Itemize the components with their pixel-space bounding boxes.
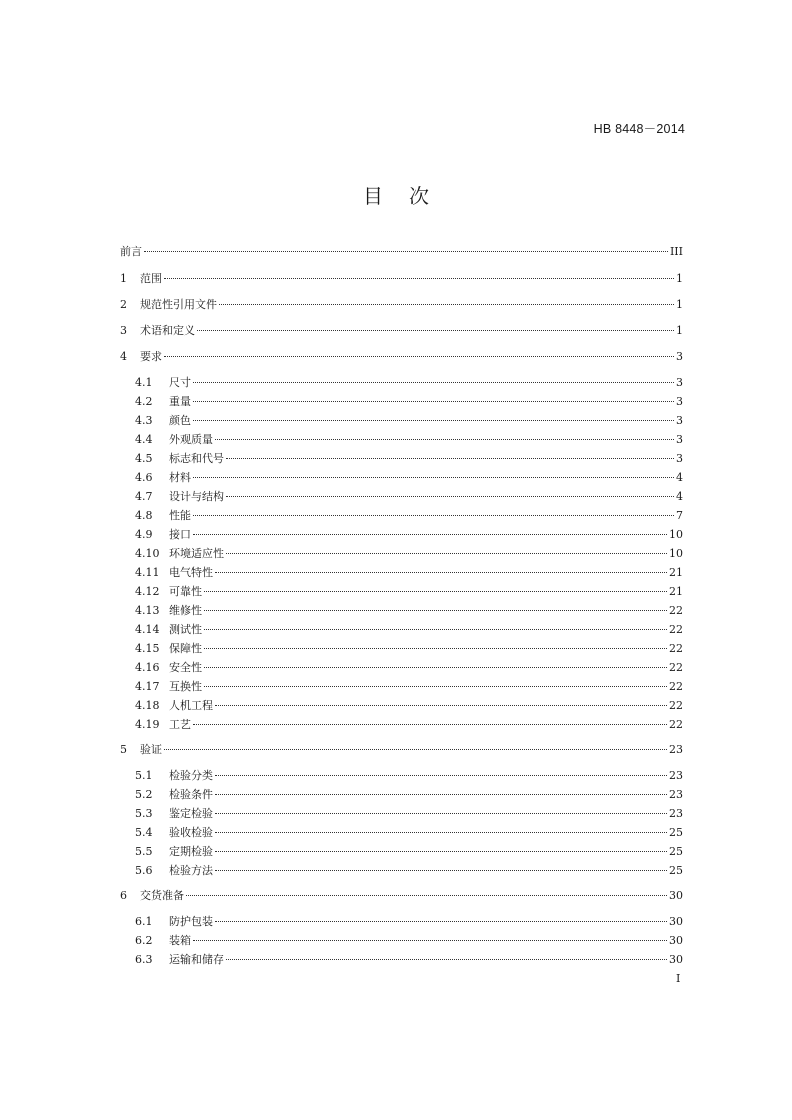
toc-dot-leader (193, 476, 674, 478)
toc-dot-leader (204, 647, 667, 649)
toc-entry-page: 30 (669, 889, 683, 902)
toc-entry-label: 重量 (169, 395, 191, 408)
toc-dot-leader (193, 381, 674, 383)
toc-entry-page: 25 (669, 845, 683, 858)
toc-entry-page: 1 (676, 324, 683, 337)
toc-entry-page: 3 (676, 376, 683, 389)
toc-entry-label: 防护包装 (169, 915, 213, 928)
toc-entry-number: 4.2 (135, 395, 153, 408)
toc-entry-number: 4.3 (135, 414, 153, 427)
toc-dot-leader (215, 774, 667, 776)
toc-entry-page: 21 (669, 585, 683, 598)
toc-entry-number: 1 (120, 272, 127, 285)
toc-entry-page: 25 (669, 864, 683, 877)
toc-entry-number: 5.1 (135, 769, 153, 782)
toc-entry-label: 术语和定义 (140, 324, 195, 337)
toc-entry[interactable] (120, 297, 683, 313)
toc-entry-page: 4 (676, 490, 683, 503)
toc-dot-leader (164, 748, 667, 750)
toc-entry[interactable] (135, 660, 683, 676)
toc-dot-leader (226, 958, 667, 960)
toc-entry-number: 4.15 (135, 642, 160, 655)
toc-entry-label: 规范性引用文件 (140, 298, 217, 311)
toc-entry-label: 尺寸 (169, 376, 191, 389)
toc-entry-number: 4.7 (135, 490, 153, 503)
toc-entry-page: 25 (669, 826, 683, 839)
toc-dot-leader (204, 628, 667, 630)
standard-code: HB 8448－2014 (593, 122, 685, 136)
toc-dot-leader (215, 850, 667, 852)
toc-entry-page: 10 (669, 528, 683, 541)
toc-entry-label: 定期检验 (169, 845, 213, 858)
toc-entry-page: 1 (676, 272, 683, 285)
toc-entry-number: 4.18 (135, 699, 160, 712)
toc-entry[interactable] (135, 844, 683, 860)
toc-entry-label: 鉴定检验 (169, 807, 213, 820)
toc-entry-page: 22 (669, 680, 683, 693)
toc-entry[interactable] (135, 787, 683, 803)
toc-dot-leader (215, 831, 667, 833)
toc-entry-page: 22 (669, 604, 683, 617)
toc-entry-label: 检验方法 (169, 864, 213, 877)
toc-entry-number: 4.14 (135, 623, 160, 636)
toc-entry-label: 安全性 (169, 661, 202, 674)
toc-entry-page: 23 (669, 807, 683, 820)
toc-entry-label: 要求 (140, 350, 162, 363)
toc-entry[interactable] (135, 432, 683, 448)
toc-entry-label: 交货准备 (140, 889, 184, 902)
toc-dot-leader (197, 329, 674, 331)
toc-entry-number: 4.17 (135, 680, 160, 693)
toc-entry[interactable] (135, 914, 683, 930)
toc-entry-page: 3 (676, 395, 683, 408)
toc-entry[interactable] (135, 489, 683, 505)
toc-entry-label: 检验条件 (169, 788, 213, 801)
toc-entry-number: 4.11 (135, 566, 160, 579)
toc-entry-number: 5.2 (135, 788, 153, 801)
toc-dot-leader (215, 869, 667, 871)
toc-entry-page: 30 (669, 953, 683, 966)
toc-entry-number: 4 (120, 350, 127, 363)
toc-entry[interactable] (135, 698, 683, 714)
toc-entry-page: 3 (676, 433, 683, 446)
toc-entry-page: 10 (669, 547, 683, 560)
toc-entry[interactable] (135, 508, 683, 524)
toc-entry-page: 23 (669, 788, 683, 801)
toc-entry[interactable] (135, 546, 683, 562)
toc-dot-leader (193, 723, 667, 725)
toc-entry[interactable] (135, 863, 683, 879)
toc-entry-label: 外观质量 (169, 433, 213, 446)
toc-entry-page: 22 (669, 699, 683, 712)
toc-entry-label: 材料 (169, 471, 191, 484)
toc-entry-number: 6.3 (135, 953, 153, 966)
toc-dot-leader (164, 277, 674, 279)
toc-entry[interactable] (135, 413, 683, 429)
toc-entry-page: III (669, 245, 683, 258)
toc-entry[interactable] (135, 768, 683, 784)
toc-entry[interactable] (135, 952, 683, 968)
toc-entry-page: 30 (669, 915, 683, 928)
toc-entry-number: 6.2 (135, 934, 153, 947)
toc-dot-leader (204, 685, 667, 687)
toc-dot-leader (204, 609, 667, 611)
toc-entry-number: 6.1 (135, 915, 153, 928)
toc-entry-page: 3 (676, 452, 683, 465)
toc-entry[interactable] (120, 323, 683, 339)
toc-entry-number: 4.5 (135, 452, 153, 465)
toc-entry[interactable] (120, 742, 683, 758)
toc-entry-label: 保障性 (169, 642, 202, 655)
toc-entry-number: 4.4 (135, 433, 153, 446)
toc-entry-label: 标志和代号 (169, 452, 224, 465)
toc-entry[interactable] (135, 603, 683, 619)
toc-entry[interactable] (135, 584, 683, 600)
toc-entry-label: 运输和储存 (169, 953, 224, 966)
toc-dot-leader (193, 400, 674, 402)
toc-entry-number: 4.10 (135, 547, 160, 560)
toc-entry-page: 1 (676, 298, 683, 311)
toc-entry[interactable] (120, 271, 683, 287)
toc-entry-page: 22 (669, 661, 683, 674)
toc-entry-page: 3 (676, 414, 683, 427)
toc-entry-page: 22 (669, 642, 683, 655)
toc-entry-number: 5 (120, 743, 127, 756)
toc-entry[interactable] (120, 349, 683, 365)
toc-dot-leader (164, 355, 674, 357)
toc-entry[interactable] (135, 679, 683, 695)
toc-entry-label: 前言 (120, 245, 142, 258)
toc-dot-leader (215, 812, 667, 814)
toc-dot-leader (193, 514, 674, 516)
toc-entry[interactable] (135, 451, 683, 467)
toc-entry[interactable] (135, 825, 683, 841)
toc-entry[interactable] (135, 565, 683, 581)
toc-entry-label: 装箱 (169, 934, 191, 947)
page-title: 目次 (363, 184, 455, 208)
toc-entry-number: 4.8 (135, 509, 153, 522)
toc-entry-page: 4 (676, 471, 683, 484)
toc-dot-leader (193, 533, 667, 535)
toc-dot-leader (226, 495, 674, 497)
page-folio: I (676, 972, 681, 985)
toc-entry-number: 4.6 (135, 471, 153, 484)
toc-entry-label: 设计与结构 (169, 490, 224, 503)
toc-entry-label: 检验分类 (169, 769, 213, 782)
toc-entry-number: 5.6 (135, 864, 153, 877)
toc-entry[interactable] (135, 622, 683, 638)
toc-entry[interactable] (135, 470, 683, 486)
toc-dot-leader (204, 666, 667, 668)
toc-entry[interactable] (135, 394, 683, 410)
toc-entry-label: 性能 (169, 509, 191, 522)
toc-dot-leader (215, 920, 667, 922)
toc-entry-page: 3 (676, 350, 683, 363)
toc-entry-number: 4.12 (135, 585, 160, 598)
toc-entry[interactable] (135, 717, 683, 733)
toc-entry-label: 环境适应性 (169, 547, 224, 560)
toc-entry-page: 7 (676, 509, 683, 522)
toc-entry[interactable] (135, 375, 683, 391)
toc-entry-label: 互换性 (169, 680, 202, 693)
toc-entry-label: 工艺 (169, 718, 191, 731)
toc-entry-number: 3 (120, 324, 127, 337)
toc-dot-leader (219, 303, 674, 305)
toc-dot-leader (226, 457, 674, 459)
toc-entry[interactable] (135, 933, 683, 949)
toc-entry-number: 5.5 (135, 845, 153, 858)
toc-entry-label: 可靠性 (169, 585, 202, 598)
toc-entry-number: 4.9 (135, 528, 153, 541)
toc-entry[interactable] (135, 806, 683, 822)
toc-entry-label: 范围 (140, 272, 162, 285)
toc-entry-number: 4.1 (135, 376, 153, 389)
toc-entry-label: 维修性 (169, 604, 202, 617)
toc-entry-label: 测试性 (169, 623, 202, 636)
toc-dot-leader (186, 894, 667, 896)
toc-dot-leader (204, 590, 667, 592)
toc-entry-page: 22 (669, 718, 683, 731)
toc-dot-leader (215, 793, 667, 795)
toc-entry-page: 23 (669, 769, 683, 782)
toc-entry-label: 验证 (140, 743, 162, 756)
toc-dot-leader (193, 939, 667, 941)
toc-entry-number: 5.3 (135, 807, 153, 820)
toc-entry-number: 4.19 (135, 718, 160, 731)
toc-dot-leader (215, 438, 674, 440)
toc-dot-leader (144, 250, 668, 252)
toc-dot-leader (193, 419, 674, 421)
toc-entry-label: 人机工程 (169, 699, 213, 712)
toc-entry-label: 电气特性 (169, 566, 213, 579)
toc-entry-page: 30 (669, 934, 683, 947)
toc-dot-leader (215, 704, 667, 706)
toc-entry-number: 4.16 (135, 661, 160, 674)
toc-dot-leader (226, 552, 667, 554)
toc-entry-page: 21 (669, 566, 683, 579)
toc-entry-number: 2 (120, 298, 127, 311)
toc-entry-number: 5.4 (135, 826, 153, 839)
toc-dot-leader (215, 571, 667, 573)
toc-entry-number: 6 (120, 889, 127, 902)
toc-entry[interactable] (135, 641, 683, 657)
toc-entry-page: 23 (669, 743, 683, 756)
toc-entry-label: 验收检验 (169, 826, 213, 839)
toc-entry-page: 22 (669, 623, 683, 636)
toc-entry-label: 接口 (169, 528, 191, 541)
toc-entry-number: 4.13 (135, 604, 160, 617)
toc-entry[interactable] (120, 888, 683, 904)
toc-entry[interactable] (135, 527, 683, 543)
toc-entry[interactable] (120, 244, 683, 260)
toc-entry-label: 颜色 (169, 414, 191, 427)
